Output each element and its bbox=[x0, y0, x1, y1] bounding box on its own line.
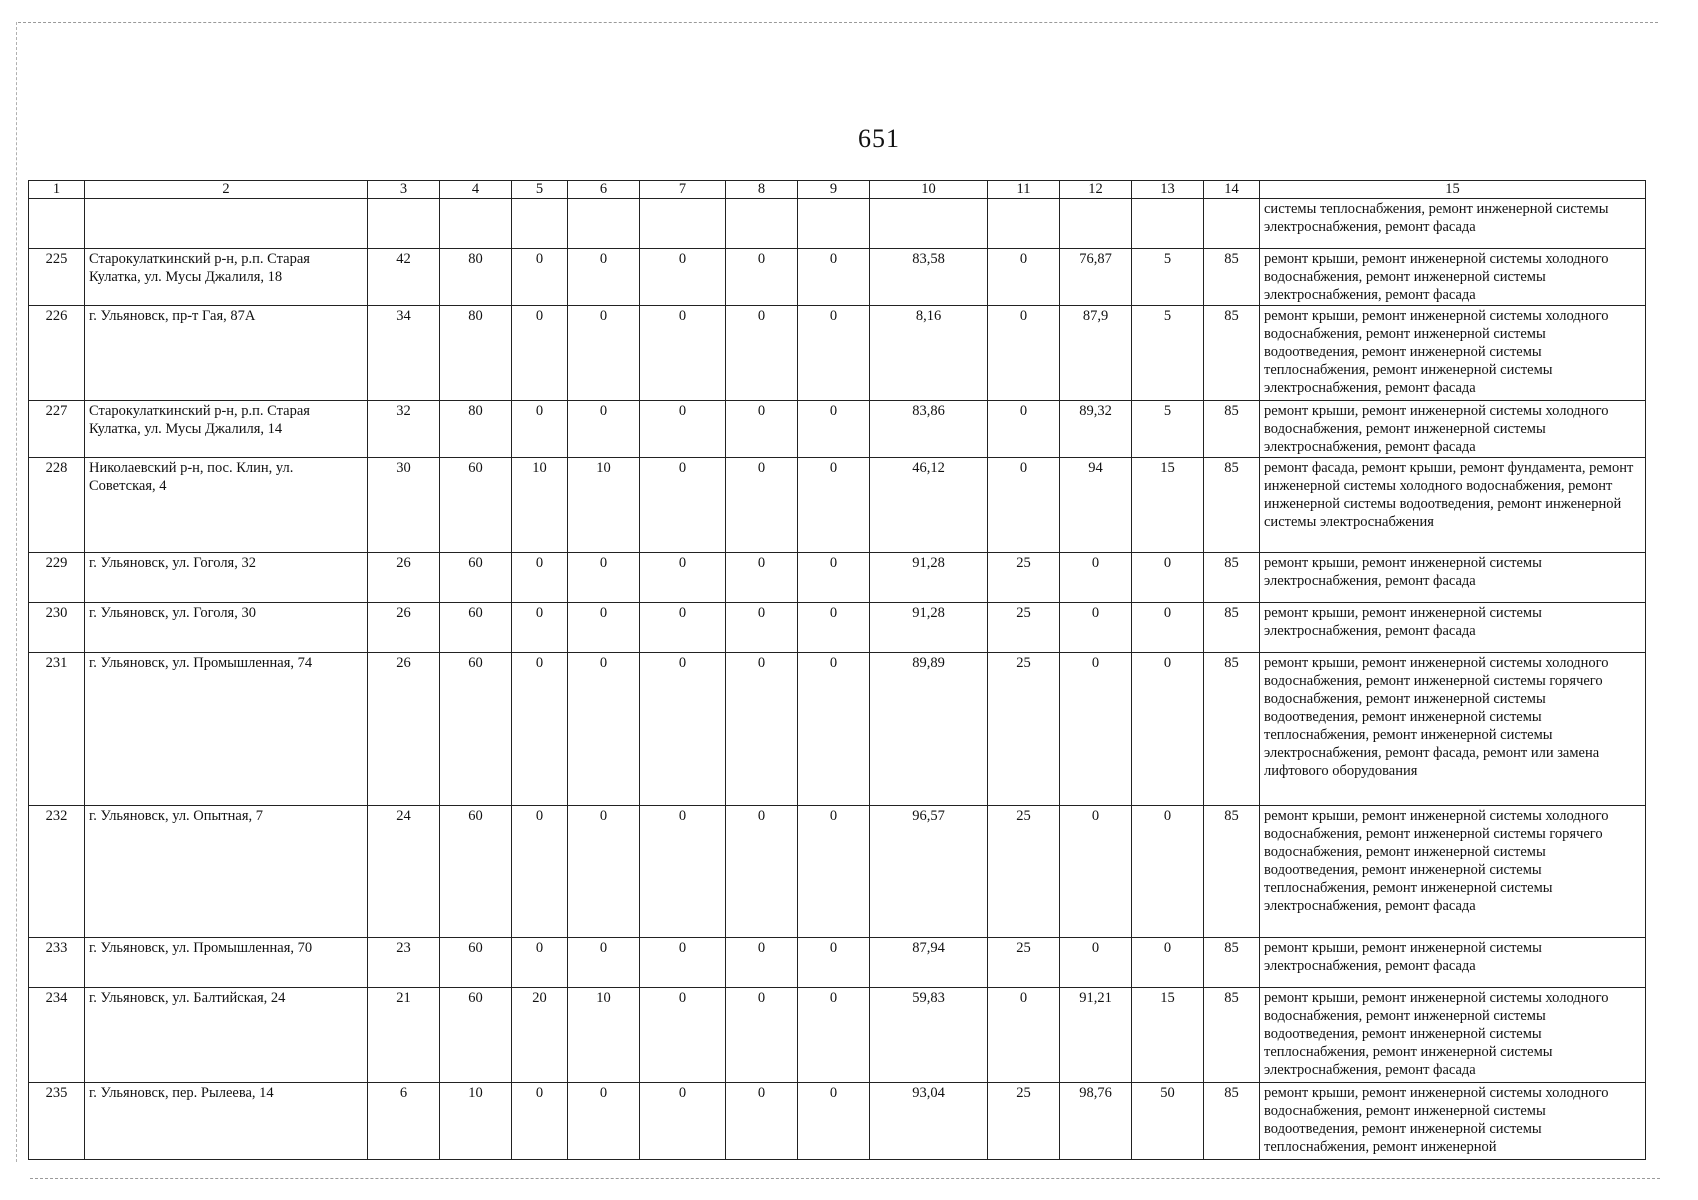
cell-col-4: 80 bbox=[440, 306, 512, 401]
cell-col-3: 30 bbox=[368, 458, 440, 553]
cell-row-number: 227 bbox=[29, 401, 85, 458]
cell-col-11: 25 bbox=[988, 653, 1060, 806]
column-header: 9 bbox=[798, 181, 870, 199]
cell-col-4: 80 bbox=[440, 401, 512, 458]
cell-work-types: системы теплоснабжения, ремонт инженерной системы электроснабжения, ремонт фасада bbox=[1260, 199, 1646, 249]
scan-border-bottom bbox=[30, 1178, 1660, 1179]
cell-col-3: 23 bbox=[368, 938, 440, 988]
cell-col-5: 10 bbox=[512, 458, 568, 553]
cell-address: г. Ульяновск, ул. Гоголя, 30 bbox=[85, 603, 368, 653]
cell-row-number: 229 bbox=[29, 553, 85, 603]
table-row bbox=[29, 603, 1646, 653]
cell-col-11: 25 bbox=[988, 553, 1060, 603]
cell-col-7: 0 bbox=[640, 653, 726, 806]
cell-col-4: 60 bbox=[440, 988, 512, 1083]
cell-col-10: 83,58 bbox=[870, 249, 988, 306]
cell-col-3 bbox=[368, 199, 440, 249]
cell-row-number: 232 bbox=[29, 806, 85, 938]
cell-address: Старокулаткинский р-н, р.п. Старая Кулатка, ул. Мусы Джалиля, 18 bbox=[85, 249, 368, 306]
cell-col-13 bbox=[1132, 199, 1204, 249]
column-header: 2 bbox=[85, 181, 368, 199]
cell-col-3: 42 bbox=[368, 249, 440, 306]
cell-col-3: 21 bbox=[368, 988, 440, 1083]
table-row bbox=[29, 306, 1646, 401]
cell-col-6: 0 bbox=[568, 938, 640, 988]
cell-address bbox=[85, 199, 368, 249]
cell-col-3: 32 bbox=[368, 401, 440, 458]
cell-col-9: 0 bbox=[798, 938, 870, 988]
cell-work-types: ремонт крыши, ремонт инженерной системы холодного водоснабжения, ремонт инженерной системы горячего водоснабжения, ремонт инженерной системы водоотведения, ремонт инженерной системы теплоснабжения, ремонт инженерной системы электроснабжения, ремонт фасада bbox=[1260, 806, 1646, 938]
cell-col-9: 0 bbox=[798, 806, 870, 938]
cell-col-10: 8,16 bbox=[870, 306, 988, 401]
data-table bbox=[28, 180, 1646, 1160]
cell-col-11 bbox=[988, 199, 1060, 249]
cell-col-6: 10 bbox=[568, 458, 640, 553]
cell-row-number: 233 bbox=[29, 938, 85, 988]
column-header: 11 bbox=[988, 181, 1060, 199]
cell-col-4: 60 bbox=[440, 458, 512, 553]
column-header: 15 bbox=[1260, 181, 1646, 199]
cell-address: Старокулаткинский р-н, р.п. Старая Кулатка, ул. Мусы Джалиля, 14 bbox=[85, 401, 368, 458]
cell-col-14: 85 bbox=[1204, 603, 1260, 653]
cell-work-types: ремонт фасада, ремонт крыши, ремонт фундамента, ремонт инженерной системы холодного водоснабжения, ремонт инженерной системы водоотведения, ремонт инженерной системы электроснабжения bbox=[1260, 458, 1646, 553]
table-row bbox=[29, 458, 1646, 553]
cell-col-5: 0 bbox=[512, 249, 568, 306]
cell-col-3: 26 bbox=[368, 603, 440, 653]
column-header: 4 bbox=[440, 181, 512, 199]
cell-col-12: 0 bbox=[1060, 806, 1132, 938]
cell-col-14 bbox=[1204, 199, 1260, 249]
scan-border-left bbox=[16, 22, 17, 1162]
cell-col-13: 0 bbox=[1132, 603, 1204, 653]
cell-col-14: 85 bbox=[1204, 553, 1260, 603]
cell-row-number bbox=[29, 199, 85, 249]
cell-col-13: 50 bbox=[1132, 1083, 1204, 1160]
cell-address: г. Ульяновск, ул. Промышленная, 74 bbox=[85, 653, 368, 806]
cell-col-4: 80 bbox=[440, 249, 512, 306]
cell-work-types: ремонт крыши, ремонт инженерной системы холодного водоснабжения, ремонт инженерной системы водоотведения, ремонт инженерной системы теплоснабжения, ремонт инженерной системы электроснабжения, ремонт фасада bbox=[1260, 306, 1646, 401]
cell-col-3: 26 bbox=[368, 653, 440, 806]
cell-col-8: 0 bbox=[726, 249, 798, 306]
cell-col-9: 0 bbox=[798, 1083, 870, 1160]
cell-row-number: 231 bbox=[29, 653, 85, 806]
cell-col-5: 0 bbox=[512, 401, 568, 458]
cell-col-7: 0 bbox=[640, 458, 726, 553]
table-row bbox=[29, 1083, 1646, 1160]
cell-work-types: ремонт крыши, ремонт инженерной системы электроснабжения, ремонт фасада bbox=[1260, 938, 1646, 988]
cell-col-9: 0 bbox=[798, 603, 870, 653]
cell-row-number: 235 bbox=[29, 1083, 85, 1160]
cell-col-8: 0 bbox=[726, 306, 798, 401]
cell-address: г. Ульяновск, пер. Рылеева, 14 bbox=[85, 1083, 368, 1160]
cell-col-6: 0 bbox=[568, 603, 640, 653]
cell-col-10: 83,86 bbox=[870, 401, 988, 458]
column-header: 3 bbox=[368, 181, 440, 199]
cell-work-types: ремонт крыши, ремонт инженерной системы холодного водоснабжения, ремонт инженерной системы электроснабжения, ремонт фасада bbox=[1260, 401, 1646, 458]
cell-col-7: 0 bbox=[640, 553, 726, 603]
cell-col-9: 0 bbox=[798, 249, 870, 306]
scan-border-top bbox=[18, 22, 1658, 23]
column-header: 13 bbox=[1132, 181, 1204, 199]
cell-col-3: 34 bbox=[368, 306, 440, 401]
cell-col-7: 0 bbox=[640, 603, 726, 653]
cell-col-13: 5 bbox=[1132, 306, 1204, 401]
cell-col-14: 85 bbox=[1204, 401, 1260, 458]
table-row bbox=[29, 199, 1646, 249]
cell-col-13: 0 bbox=[1132, 553, 1204, 603]
table-row bbox=[29, 553, 1646, 603]
cell-work-types: ремонт крыши, ремонт инженерной системы холодного водоснабжения, ремонт инженерной системы водоотведения, ремонт инженерной системы теплоснабжения, ремонт инженерной системы электроснабжения, ремонт фасада bbox=[1260, 988, 1646, 1083]
cell-col-10: 46,12 bbox=[870, 458, 988, 553]
cell-col-11: 0 bbox=[988, 988, 1060, 1083]
cell-address: г. Ульяновск, ул. Промышленная, 70 bbox=[85, 938, 368, 988]
cell-col-4 bbox=[440, 199, 512, 249]
cell-col-11: 0 bbox=[988, 401, 1060, 458]
cell-col-6: 0 bbox=[568, 306, 640, 401]
cell-work-types: ремонт крыши, ремонт инженерной системы холодного водоснабжения, ремонт инженерной системы электроснабжения, ремонт фасада bbox=[1260, 249, 1646, 306]
cell-work-types: ремонт крыши, ремонт инженерной системы электроснабжения, ремонт фасада bbox=[1260, 603, 1646, 653]
cell-row-number: 228 bbox=[29, 458, 85, 553]
cell-col-10: 87,94 bbox=[870, 938, 988, 988]
cell-address: Николаевский р-н, пос. Клин, ул. Советская, 4 bbox=[85, 458, 368, 553]
cell-col-6: 0 bbox=[568, 553, 640, 603]
cell-col-11: 25 bbox=[988, 806, 1060, 938]
cell-work-types: ремонт крыши, ремонт инженерной системы электроснабжения, ремонт фасада bbox=[1260, 553, 1646, 603]
cell-col-14: 85 bbox=[1204, 306, 1260, 401]
cell-col-6: 0 bbox=[568, 653, 640, 806]
cell-col-8: 0 bbox=[726, 1083, 798, 1160]
cell-col-10: 96,57 bbox=[870, 806, 988, 938]
cell-col-6: 10 bbox=[568, 988, 640, 1083]
cell-col-5: 20 bbox=[512, 988, 568, 1083]
cell-address: г. Ульяновск, пр-т Гая, 87А bbox=[85, 306, 368, 401]
cell-col-13: 0 bbox=[1132, 653, 1204, 806]
cell-col-5: 0 bbox=[512, 653, 568, 806]
header-row bbox=[29, 181, 1646, 199]
cell-col-4: 60 bbox=[440, 938, 512, 988]
cell-col-12 bbox=[1060, 199, 1132, 249]
cell-col-8: 0 bbox=[726, 938, 798, 988]
cell-row-number: 230 bbox=[29, 603, 85, 653]
column-header: 6 bbox=[568, 181, 640, 199]
cell-col-4: 60 bbox=[440, 653, 512, 806]
cell-col-8: 0 bbox=[726, 653, 798, 806]
cell-col-12: 76,87 bbox=[1060, 249, 1132, 306]
cell-col-5: 0 bbox=[512, 938, 568, 988]
cell-col-14: 85 bbox=[1204, 988, 1260, 1083]
cell-col-8: 0 bbox=[726, 988, 798, 1083]
cell-col-7: 0 bbox=[640, 938, 726, 988]
table-body bbox=[29, 199, 1646, 1160]
cell-col-14: 85 bbox=[1204, 806, 1260, 938]
cell-col-5: 0 bbox=[512, 553, 568, 603]
cell-address: г. Ульяновск, ул. Балтийская, 24 bbox=[85, 988, 368, 1083]
cell-col-6: 0 bbox=[568, 806, 640, 938]
cell-row-number: 225 bbox=[29, 249, 85, 306]
cell-col-12: 0 bbox=[1060, 553, 1132, 603]
cell-col-12: 98,76 bbox=[1060, 1083, 1132, 1160]
column-header: 10 bbox=[870, 181, 988, 199]
cell-col-12: 94 bbox=[1060, 458, 1132, 553]
cell-row-number: 234 bbox=[29, 988, 85, 1083]
cell-row-number: 226 bbox=[29, 306, 85, 401]
cell-col-13: 15 bbox=[1132, 458, 1204, 553]
table-row bbox=[29, 249, 1646, 306]
cell-col-8 bbox=[726, 199, 798, 249]
cell-col-7 bbox=[640, 199, 726, 249]
cell-col-7: 0 bbox=[640, 401, 726, 458]
cell-col-12: 87,9 bbox=[1060, 306, 1132, 401]
cell-col-12: 0 bbox=[1060, 938, 1132, 988]
cell-col-9: 0 bbox=[798, 988, 870, 1083]
cell-col-13: 0 bbox=[1132, 806, 1204, 938]
table-row bbox=[29, 806, 1646, 938]
column-header: 8 bbox=[726, 181, 798, 199]
cell-col-9: 0 bbox=[798, 653, 870, 806]
cell-col-12: 0 bbox=[1060, 653, 1132, 806]
cell-col-8: 0 bbox=[726, 458, 798, 553]
cell-col-10 bbox=[870, 199, 988, 249]
cell-col-11: 0 bbox=[988, 249, 1060, 306]
table-row bbox=[29, 401, 1646, 458]
cell-col-11: 0 bbox=[988, 306, 1060, 401]
cell-col-9 bbox=[798, 199, 870, 249]
table-row bbox=[29, 938, 1646, 988]
cell-col-11: 25 bbox=[988, 603, 1060, 653]
cell-col-8: 0 bbox=[726, 553, 798, 603]
cell-col-3: 24 bbox=[368, 806, 440, 938]
cell-col-11: 25 bbox=[988, 1083, 1060, 1160]
cell-address: г. Ульяновск, ул. Опытная, 7 bbox=[85, 806, 368, 938]
cell-col-11: 25 bbox=[988, 938, 1060, 988]
cell-col-4: 60 bbox=[440, 603, 512, 653]
cell-col-14: 85 bbox=[1204, 938, 1260, 988]
cell-col-5: 0 bbox=[512, 806, 568, 938]
cell-col-7: 0 bbox=[640, 806, 726, 938]
cell-col-9: 0 bbox=[798, 458, 870, 553]
cell-col-13: 0 bbox=[1132, 938, 1204, 988]
column-header: 5 bbox=[512, 181, 568, 199]
cell-col-13: 5 bbox=[1132, 401, 1204, 458]
cell-col-5: 0 bbox=[512, 1083, 568, 1160]
page-number: 651 bbox=[858, 124, 900, 153]
column-header: 12 bbox=[1060, 181, 1132, 199]
cell-work-types: ремонт крыши, ремонт инженерной системы холодного водоснабжения, ремонт инженерной системы водоотведения, ремонт инженерной системы теплоснабжения, ремонт инженерной bbox=[1260, 1083, 1646, 1160]
cell-col-4: 60 bbox=[440, 553, 512, 603]
cell-col-3: 26 bbox=[368, 553, 440, 603]
cell-col-7: 0 bbox=[640, 306, 726, 401]
column-header: 14 bbox=[1204, 181, 1260, 199]
cell-col-7: 0 bbox=[640, 988, 726, 1083]
cell-col-10: 91,28 bbox=[870, 553, 988, 603]
cell-col-9: 0 bbox=[798, 401, 870, 458]
cell-col-5: 0 bbox=[512, 306, 568, 401]
cell-col-14: 85 bbox=[1204, 1083, 1260, 1160]
cell-col-10: 91,28 bbox=[870, 603, 988, 653]
cell-col-3: 6 bbox=[368, 1083, 440, 1160]
table-row bbox=[29, 653, 1646, 806]
cell-col-5: 0 bbox=[512, 603, 568, 653]
cell-col-9: 0 bbox=[798, 553, 870, 603]
cell-col-6: 0 bbox=[568, 1083, 640, 1160]
cell-col-14: 85 bbox=[1204, 653, 1260, 806]
cell-col-13: 5 bbox=[1132, 249, 1204, 306]
cell-col-4: 10 bbox=[440, 1083, 512, 1160]
column-header: 1 bbox=[29, 181, 85, 199]
cell-col-6: 0 bbox=[568, 401, 640, 458]
cell-col-9: 0 bbox=[798, 306, 870, 401]
cell-col-6: 0 bbox=[568, 249, 640, 306]
cell-col-8: 0 bbox=[726, 806, 798, 938]
cell-col-13: 15 bbox=[1132, 988, 1204, 1083]
cell-col-14: 85 bbox=[1204, 249, 1260, 306]
cell-col-12: 91,21 bbox=[1060, 988, 1132, 1083]
cell-col-8: 0 bbox=[726, 603, 798, 653]
cell-col-6 bbox=[568, 199, 640, 249]
cell-col-10: 59,83 bbox=[870, 988, 988, 1083]
cell-col-10: 89,89 bbox=[870, 653, 988, 806]
cell-col-10: 93,04 bbox=[870, 1083, 988, 1160]
table-row bbox=[29, 988, 1646, 1083]
cell-col-11: 0 bbox=[988, 458, 1060, 553]
cell-col-7: 0 bbox=[640, 1083, 726, 1160]
cell-col-8: 0 bbox=[726, 401, 798, 458]
cell-col-4: 60 bbox=[440, 806, 512, 938]
cell-col-12: 0 bbox=[1060, 603, 1132, 653]
column-header: 7 bbox=[640, 181, 726, 199]
cell-col-5 bbox=[512, 199, 568, 249]
cell-address: г. Ульяновск, ул. Гоголя, 32 bbox=[85, 553, 368, 603]
cell-work-types: ремонт крыши, ремонт инженерной системы холодного водоснабжения, ремонт инженерной системы горячего водоснабжения, ремонт инженерной системы водоотведения, ремонт инженерной системы теплоснабжения, ремонт инженерной системы электроснабжения, ремонт фасада, ремонт или замена лифтового оборудования bbox=[1260, 653, 1646, 806]
cell-col-12: 89,32 bbox=[1060, 401, 1132, 458]
cell-col-7: 0 bbox=[640, 249, 726, 306]
cell-col-14: 85 bbox=[1204, 458, 1260, 553]
